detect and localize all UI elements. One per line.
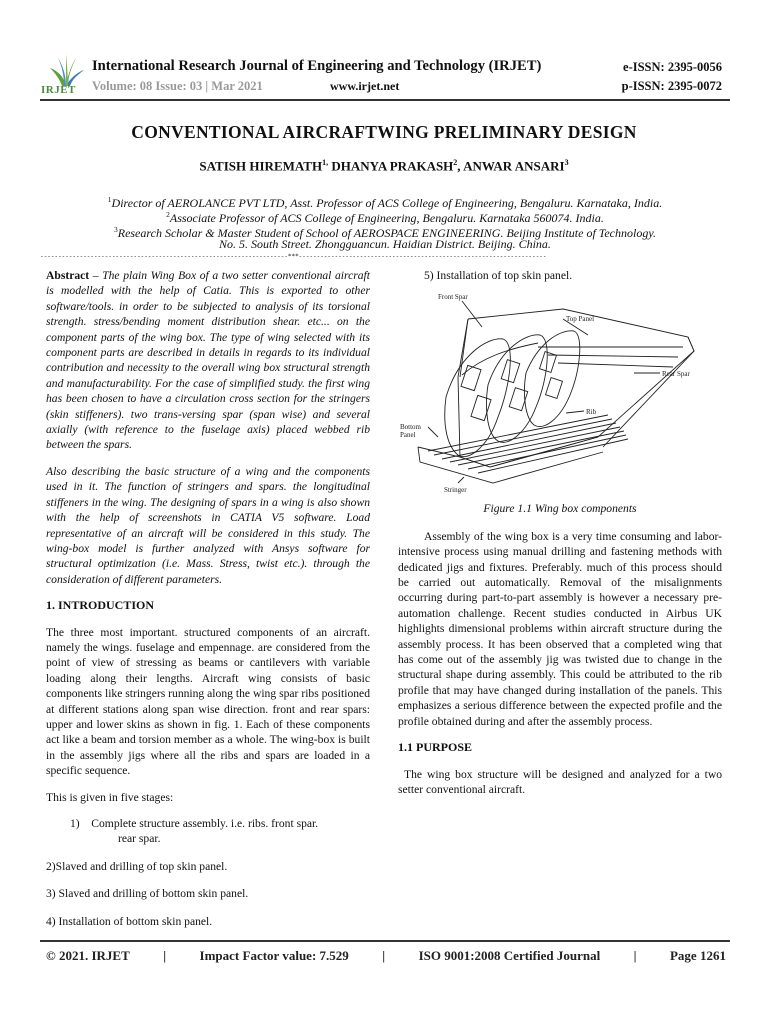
- p-issn: p-ISSN: 2395-0072: [621, 79, 722, 93]
- e-issn: e-ISSN: 2395-0056: [623, 60, 722, 74]
- author-name: DHANYA PRAKASH: [328, 158, 454, 174]
- journal-header: [40, 50, 730, 100]
- abstract-text: The plain Wing Box of a two setter conventional aircraft is modelled with the help of Catia. This is exported to other software/tools. in order to be subjected to analysis of its torsional strength. stress/bending moment distribution shear. etc... on the component parts of the wing box. The type of wing selected with its component parts are described in details in regards to its individual contribution and necessity to the overall wing box structural strength and manufacturability. For the case of simplified study. the first wing has been chosen to have a circulation cross section for the stringers (skin stiffeners). two trans-versing spar (span wise) and several axially (with reference to the fuselage axis) placed webbed rib between the spars.: [46, 269, 370, 452]
- footer-copyright: © 2021. IRJET: [46, 948, 130, 963]
- section-divider: ---------------------------------------------------------------------***---------------------------------------------------------------------: [40, 253, 547, 260]
- label-bottom-panel: Bottom: [400, 423, 422, 432]
- footer-separator: |: [382, 948, 386, 963]
- label-rib: Rib: [586, 408, 597, 417]
- stage-item-5: 5) Installation of top skin panel.: [424, 269, 573, 282]
- footer-iso: ISO 9001:2008 Certified Journal: [418, 948, 601, 963]
- author-name: SATISH HIREMATH: [199, 158, 323, 174]
- label-stringer: Stringer: [444, 486, 467, 495]
- logo-text: IRJET: [41, 84, 76, 96]
- abstract-label: Abstract: [46, 269, 90, 282]
- author-sup: 2: [453, 158, 458, 167]
- figure-caption: Figure 1.1 Wing box components: [483, 502, 637, 516]
- wing-box-figure: [398, 287, 722, 497]
- stage-item-2: 2)Slaved and drilling of top skin panel.: [46, 859, 228, 873]
- intro-paragraph: The three most important. structured components of an aircraft. namely the wings. fuselage and empennage. are considered from the point of view of stressing as beams or cantilevers with variable loading along their lengths. Aircraft wing consists of basic components like stringers running along the wing spar ribs positioned at different stations along span wise direction. front and rear spars: upper and lower skins as shown in fig. 1. Each of these components act like a beam and torsion member as a whole. The wing-box is built in the assembly jigs where all the ribs and spars are loaded in a specific sequence.: [46, 625, 370, 778]
- section-heading-introduction: 1. INTRODUCTION: [46, 598, 155, 613]
- author-name: , ANWAR ANSARI: [457, 158, 565, 174]
- label-front-spar: Front Spar: [438, 293, 468, 302]
- footer-separator: |: [633, 948, 637, 963]
- abstract-paragraph: Abstract – The plain Wing Box of a two setter conventional aircraft is modelled with the help of Catia. This is exported to other software/tools. in order to be subjected to analysis of its torsional strength. stress/bending moment distribution shear. etc... on the component parts of the wing box. The type of wing selected with its component parts are described in details in regards to its individual contribution and necessity to the overall wing box structural strength and manufacturability. For the case of simplified study. the first wing has been chosen to have a circulation cross section for the stringers (skin stiffeners). two trans-versing spar (span wise) and several axially (with reference to the fuselage axis) placed webbed rib between the spars.: [46, 269, 370, 452]
- footer-impact-factor: Impact Factor value: 7.529: [199, 948, 349, 963]
- right-column: [398, 268, 722, 808]
- header-rule: [40, 99, 730, 101]
- stage-item-1: 1) Complete structure assembly. i.e. ribs. front spar. rear spar.: [70, 817, 319, 846]
- author-sup: 3: [564, 158, 569, 167]
- purpose-paragraph: The wing box structure will be designed and analyzed for a two setter conventional aircraft.: [398, 767, 722, 796]
- label-top-panel: Top Panel: [566, 315, 595, 324]
- wing-box-diagram: [398, 287, 722, 497]
- footer-separator: |: [163, 948, 167, 963]
- footer-rule: [40, 940, 730, 942]
- author-list: [0, 158, 768, 174]
- label-rear-spar: Rear Spar: [662, 370, 690, 379]
- author-sup: 1,: [322, 158, 329, 167]
- stages-intro: This is given in five stages:: [46, 790, 174, 804]
- stage-item-4: 4) Installation of bottom skin panel.: [46, 914, 213, 928]
- affiliation-3: $^3$Research Scholar & Master Student of School of AEROSPACE ENGINEERING. Beijing Institute of Technology.: [113, 225, 657, 240]
- stage-item-3: 3) Slaved and drilling of bottom skin panel.: [46, 887, 249, 901]
- section-heading-purpose: 1.1 PURPOSE: [398, 740, 473, 755]
- paper-title: CONVENTIONAL AIRCRAFTWING PRELIMINARY DESIGN: [131, 122, 637, 142]
- affiliation-3-address: No. 5. South Street. Zhongguancun. Haidian District. Beijing. China.: [219, 237, 551, 251]
- left-column: [46, 268, 370, 941]
- journal-title: International Research Journal of Engineering and Technology (IRJET): [92, 58, 542, 74]
- issue-info: Volume: 08 Issue: 03 | Mar 2021: [92, 79, 263, 93]
- abstract-paragraph-2: Also describing the basic structure of a wing and the components used in it. The function of stringers and spars. the longitudinal stiffeners in the wing. The designing of spars in a wing is also shown with the help of screenshots in CATIA V5 software. Load representative of an aircraft will be considered in this study. The wing-box model is further analyzed with Ansys software for structural optimization (i.e. Mass. Stress, twist etc.). through the consideration of different parameters.: [46, 464, 370, 586]
- journal-website-link[interactable]: www.irjet.net: [330, 79, 400, 93]
- affiliation-2: $^2$Associate Professor of ACS College of Engineering, Bengaluru. Karnataka 560074. India.: [166, 210, 604, 225]
- assembly-paragraph: Assembly of the wing box is a very time consuming and labor-intensive process using manual drilling and fastening methods with dedicated jigs and fixtures. Preferably. much of this process should be carried out automatically. Removal of the misalignments occurring during part-to-part assembly is however a necessary pre-automation challenge. Recent studies conducted in Airbus UK highlights dimensional problems within aircraft structure during the assembly process. It has been observed that a completed wing that has come out of the assembly jig was twisted due to change in the structural shape during assembly. This could be attributed to the rib profile that may have changed during installation of the panels. This emphasizes a serious difference between the expected profile and the profile obtained during and after the assembly process.: [398, 529, 722, 728]
- footer-page-number: Page 1261: [669, 948, 726, 963]
- affiliation-1: $^1$Director of AEROLANCE PVT LTD, Asst. Professor of ACS College of Engineering, Bengaluru. Karnataka, India.: [107, 195, 663, 210]
- page-footer: [46, 948, 726, 964]
- label-bottom-panel-2: Panel: [400, 431, 416, 440]
